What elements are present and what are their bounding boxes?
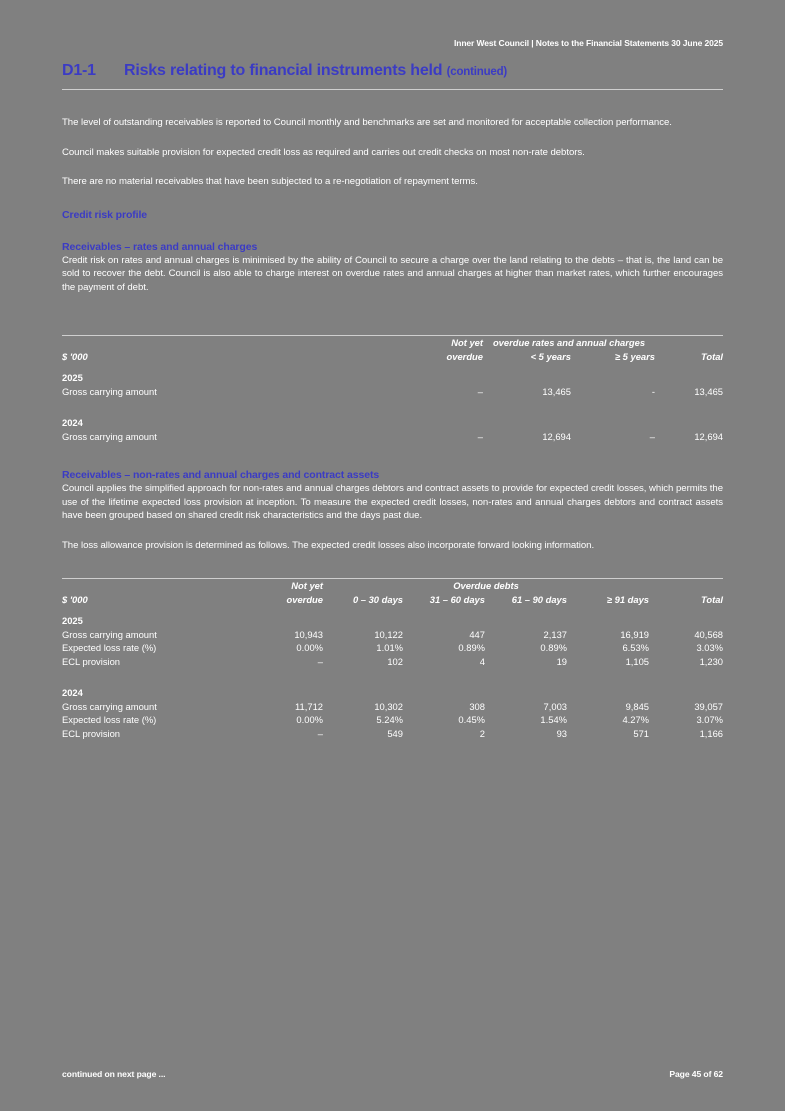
table1-unit-label: $ '000 bbox=[62, 350, 88, 362]
table1-cell-notyet: – bbox=[477, 430, 483, 442]
table2-cell-total: 1,230 bbox=[699, 655, 724, 667]
nonrates-section-heading: Receivables – non-rates and annual charges and contract assets bbox=[62, 469, 380, 481]
table1-not-yet-line1: Not yet bbox=[397, 336, 483, 350]
section-title-text: Risks relating to financial instruments held bbox=[124, 62, 443, 79]
table2-year-label: 2025 bbox=[62, 615, 83, 626]
table2-col-61-90: 61 – 90 days bbox=[511, 593, 567, 605]
table1-col-lt5: < 5 years bbox=[530, 350, 571, 362]
table1-cell-gte5: – bbox=[649, 430, 656, 442]
table2-col-0-30: 0 – 30 days bbox=[352, 593, 403, 605]
section-continued-label: (continued) bbox=[446, 66, 508, 78]
table1-header-row bbox=[62, 350, 723, 364]
footer-continued-text: continued on next page ... bbox=[62, 1069, 166, 1079]
section-title bbox=[62, 62, 723, 80]
table2-cell-notyet: 0.00% bbox=[296, 642, 323, 653]
credit-risk-profile-heading: Credit risk profile bbox=[62, 208, 148, 221]
table1-year-row bbox=[62, 363, 723, 385]
table2-cell-31-60: 0.45% bbox=[458, 714, 485, 725]
footer-page-number: Page 45 of 62 bbox=[669, 1069, 723, 1079]
nonrates-section-body2: The loss allowance provision is determined as follows. The expected credit losses also incorporate forward looking information. bbox=[62, 539, 595, 551]
table2-group-header-row bbox=[62, 579, 723, 593]
table1-spacer-cell-2 bbox=[655, 336, 723, 350]
table-row bbox=[62, 628, 723, 642]
table2-cell-31-60: 447 bbox=[469, 628, 485, 640]
table2-cell-total: 3.03% bbox=[696, 642, 724, 653]
table2-cell-61-90: 1.54% bbox=[540, 714, 567, 725]
table1-row-label: Gross carrying amount bbox=[62, 430, 157, 442]
table2-cell-31-60: 308 bbox=[469, 700, 485, 712]
table2-cell-61-90: 19 bbox=[556, 655, 567, 667]
table-row bbox=[62, 430, 723, 444]
table-row bbox=[62, 641, 723, 655]
table1-cell-lt5: 13,465 bbox=[542, 385, 571, 397]
table1-row-label: Gross carrying amount bbox=[62, 385, 157, 397]
table2-cell-notyet: – bbox=[317, 655, 323, 667]
table2-not-yet-line1: Not yet bbox=[241, 579, 323, 593]
table2-cell-91plus: 6.53% bbox=[622, 642, 650, 653]
table2-cell-notyet: – bbox=[317, 727, 323, 739]
table2-unit-label: $ '000 bbox=[62, 593, 88, 605]
table1-col-total: Total bbox=[700, 350, 724, 362]
table2-cell-0-30: 549 bbox=[387, 727, 403, 739]
table1-year-label: 2025 bbox=[62, 372, 83, 383]
page-footer bbox=[62, 1069, 723, 1079]
table1-cell-total: 12,694 bbox=[694, 430, 724, 442]
table2-not-yet-line2: overdue bbox=[286, 593, 323, 605]
table1-year-label: 2024 bbox=[62, 417, 83, 428]
table1-cell-gte5: - bbox=[651, 385, 656, 397]
table2-cell-91plus: 1,105 bbox=[625, 655, 650, 667]
table2-cell-91plus: 4.27% bbox=[622, 714, 650, 725]
table1-spacer-cell bbox=[62, 336, 397, 350]
table2-year-row bbox=[62, 678, 723, 700]
table2-col-total: Total bbox=[700, 593, 724, 605]
table1-group-header: overdue rates and annual charges bbox=[483, 336, 655, 350]
table2-col-31-60: 31 – 60 days bbox=[429, 593, 485, 605]
table2-cell-61-90: 0.89% bbox=[540, 642, 567, 653]
table2-cell-61-90: 93 bbox=[556, 727, 567, 739]
table2-group-header: Overdue debts bbox=[323, 579, 649, 593]
rates-overdue-table bbox=[62, 335, 723, 443]
table1-col-gte5: ≥ 5 years bbox=[614, 350, 656, 362]
table-row bbox=[62, 655, 723, 669]
table1-cell-notyet: – bbox=[477, 385, 483, 397]
table-row bbox=[62, 385, 723, 399]
paragraph-1: The level of outstanding receivables is reported to Council monthly and benchmarks are set and monitored for acceptable collection performance. bbox=[62, 117, 672, 128]
paragraph-3: There are no material receivables that have been subjected to a re-negotiation of repayment terms. bbox=[62, 176, 478, 187]
table2-cell-0-30: 102 bbox=[387, 655, 403, 667]
table1-cell-total: 13,465 bbox=[694, 385, 724, 397]
table2-cell-total: 40,568 bbox=[694, 628, 724, 640]
rates-section-heading: Receivables – rates and annual charges bbox=[62, 240, 258, 253]
table2-cell-total: 1,166 bbox=[699, 727, 724, 739]
rates-section-body: Credit risk on rates and annual charges is minimised by the ability of Council to secure a charge over the land relating to the debts – that is, the land can be sold to recover the debt. Council is also able to charge interest on overdue rates and annual charges at higher than market rates, which further encourages the payment of debt. bbox=[62, 254, 723, 293]
nonrates-overdue-table bbox=[62, 578, 723, 740]
table2-row-label: Expected loss rate (%) bbox=[62, 714, 157, 725]
table2-row-label: ECL provision bbox=[62, 727, 121, 739]
table2-row-label: Gross carrying amount bbox=[62, 628, 157, 640]
table2-cell-31-60: 0.89% bbox=[458, 642, 485, 653]
page-content bbox=[62, 0, 723, 740]
section-number: D1-1 bbox=[62, 62, 96, 79]
table2-row-label: ECL provision bbox=[62, 655, 121, 667]
table-row bbox=[62, 727, 723, 741]
table1-wrapper bbox=[62, 335, 723, 443]
table2-cell-notyet: 11,712 bbox=[295, 700, 323, 712]
table2-cell-91plus: 9,845 bbox=[625, 700, 650, 712]
table2-cell-0-30: 5.24% bbox=[376, 714, 403, 725]
table-row bbox=[62, 700, 723, 714]
running-header: Inner West Council | Notes to the Financial Statements 30 June 2025 bbox=[453, 38, 723, 48]
table2-cell-61-90: 7,003 bbox=[543, 700, 567, 712]
table2-cell-61-90: 2,137 bbox=[543, 628, 567, 640]
table1-group-header-row bbox=[62, 336, 723, 350]
table2-cell-0-30: 10,122 bbox=[374, 628, 403, 640]
nonrates-section-body: Council applies the simplified approach for non-rates and annual charges debtors and contract assets to provide for expected credit losses, which permits the use of the lifetime expected loss provision at inception. To measure the expected credit losses, non-rates and annual charges debtors and contract assets have been grouped based on shared credit risk characteristics and the days past due. bbox=[62, 483, 723, 521]
table2-cell-total: 3.07% bbox=[696, 714, 724, 725]
table2-year-label: 2024 bbox=[62, 687, 83, 698]
table2-row-label: Gross carrying amount bbox=[62, 700, 157, 712]
table2-spacer-cell-2 bbox=[649, 579, 723, 593]
table2-cell-91plus: 571 bbox=[633, 727, 650, 739]
table2-year-row bbox=[62, 606, 723, 628]
table2-header-row bbox=[62, 593, 723, 607]
table2-cell-notyet: 0.00% bbox=[296, 714, 323, 725]
table1-cell-lt5: 12,694 bbox=[542, 430, 571, 442]
table2-cell-91plus: 16,919 bbox=[620, 628, 650, 640]
table2-row-label: Expected loss rate (%) bbox=[62, 642, 157, 653]
table2-col-91plus: ≥ 91 days bbox=[606, 593, 650, 605]
paragraph-2: Council makes suitable provision for expected credit loss as required and carries out credit checks on most non-rate debtors. bbox=[62, 146, 585, 158]
table2-cell-notyet: 10,943 bbox=[294, 628, 323, 640]
table2-spacer-cell bbox=[62, 579, 241, 593]
table2-cell-0-30: 1.01% bbox=[376, 642, 403, 653]
table1-year-row bbox=[62, 408, 723, 430]
table2-cell-total: 39,057 bbox=[694, 700, 724, 712]
table2-cell-31-60: 2 bbox=[479, 727, 485, 739]
table1-not-yet-line2: overdue bbox=[446, 350, 483, 362]
table-row bbox=[62, 713, 723, 727]
table2-cell-31-60: 4 bbox=[479, 655, 485, 667]
table2-cell-0-30: 10,302 bbox=[374, 700, 403, 712]
